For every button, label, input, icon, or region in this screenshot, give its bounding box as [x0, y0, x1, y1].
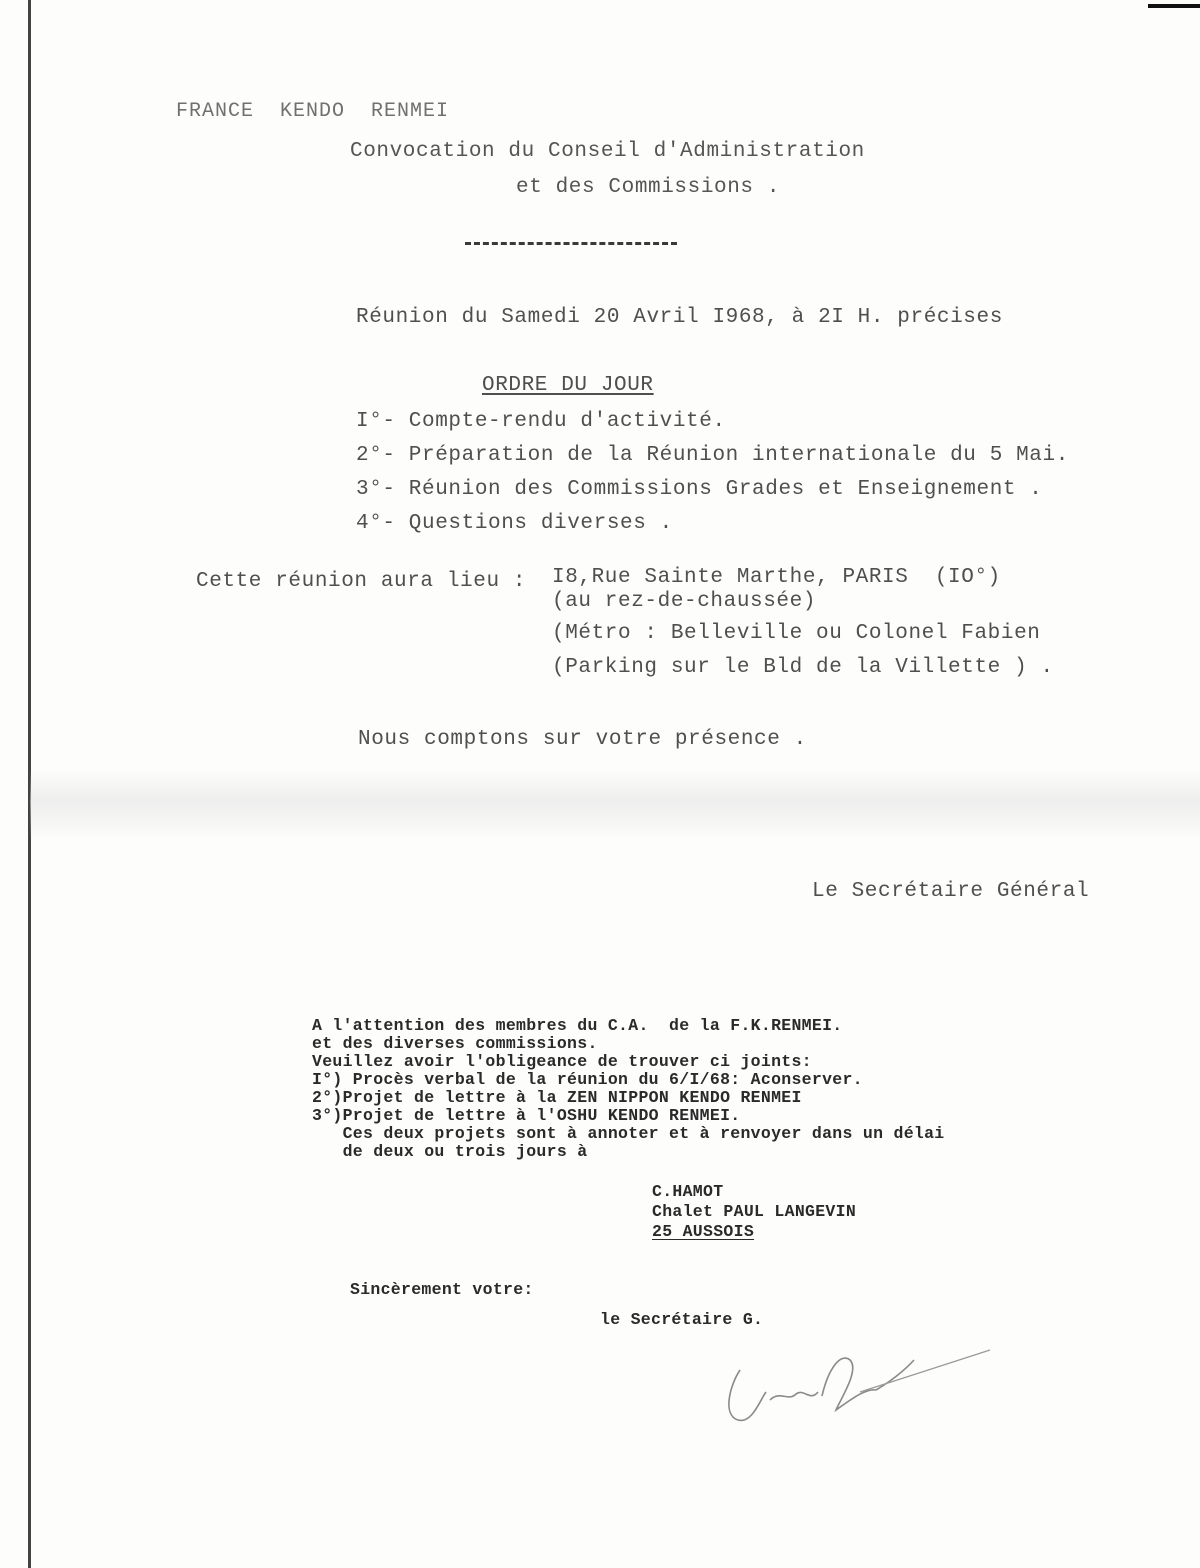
- note-line-2: et des diverses commissions.: [312, 1034, 598, 1053]
- document-title-line2: et des Commissions .: [516, 176, 781, 199]
- addressee-name: C.HAMOT: [652, 1182, 724, 1201]
- location-label: Cette réunion aura lieu :: [196, 570, 527, 593]
- addressee-place: Chalet PAUL LANGEVIN: [652, 1202, 857, 1221]
- note-line-1: A l'attention des membres du C.A. de la F.K.RENMEI.: [312, 1016, 843, 1035]
- note-line-5: 2°)Projet de lettre à la ZEN NIPPON KENDO RENMEI: [312, 1088, 802, 1107]
- note-line-4: I°) Procès verbal de la réunion du 6/I/68: Aconserver.: [312, 1070, 863, 1089]
- location-metro: (Métro : Belleville ou Colonel Fabien: [552, 622, 1041, 645]
- meeting-date-line: Réunion du Samedi 20 Avril I968, à 2I H. précises: [356, 306, 1003, 329]
- title-separator: [465, 242, 677, 245]
- salutation: Sincèrement votre:: [350, 1280, 534, 1299]
- document-title-line1: Convocation du Conseil d'Administration: [350, 140, 865, 163]
- signoff: le Secrétaire G.: [600, 1310, 764, 1329]
- note-line-3: Veuillez avoir l'obligeance de trouver ci joints:: [312, 1052, 812, 1071]
- scan-edge-top-right: [1148, 4, 1200, 8]
- location-address: I8,Rue Sainte Marthe, PARIS (IO°): [552, 566, 1001, 589]
- note-line-8: de deux ou trois jours à: [312, 1142, 588, 1161]
- org-name: FRANCE KENDO RENMEI: [176, 100, 450, 123]
- presence-line: Nous comptons sur votre présence .: [358, 728, 807, 751]
- agenda-item-3: 3°- Réunion des Commissions Grades et Enseignement .: [356, 478, 1043, 501]
- addressee-town: 25 AUSSOIS: [652, 1222, 755, 1241]
- paper-fold-shadow: [30, 770, 1200, 840]
- agenda-item-2: 2°- Préparation de la Réunion internationale du 5 Mai.: [356, 444, 1069, 467]
- handwritten-signature-icon: [700, 1330, 1000, 1440]
- agenda-item-1: I°- Compte-rendu d'activité.: [356, 410, 726, 433]
- location-parking: (Parking sur le Bld de la Villette ) .: [552, 656, 1054, 679]
- location-floor: (au rez-de-chaussée): [552, 590, 817, 613]
- agenda-item-4: 4°- Questions diverses .: [356, 512, 673, 535]
- note-line-7: Ces deux projets sont à annoter et à renvoyer dans un délai: [312, 1124, 945, 1143]
- note-line-6: 3°)Projet de lettre à l'OSHU KENDO RENMEI.: [312, 1106, 741, 1125]
- signatory-title: Le Secrétaire Général: [812, 880, 1090, 903]
- agenda-heading: ORDRE DU JOUR: [482, 374, 654, 397]
